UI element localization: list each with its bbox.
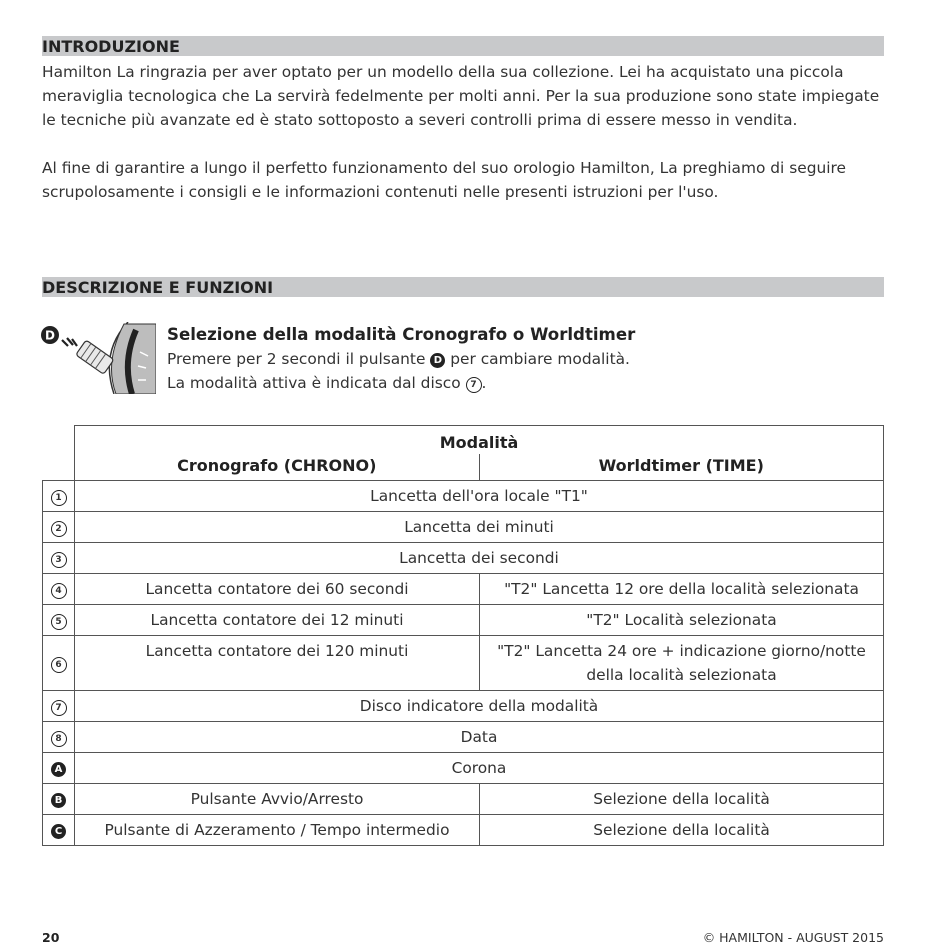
row-time-cell: "T2" Località selezionata [480, 605, 884, 636]
table-row [43, 574, 884, 605]
line2-text-after: . [481, 374, 487, 392]
line1-text-after: per cambiare modalità. [450, 350, 630, 368]
header-cell [75, 426, 884, 481]
table-header-row [43, 426, 884, 481]
section-heading-descrizione: DESCRIZIONE E FUNZIONI [42, 277, 884, 297]
table-row [43, 753, 884, 784]
row-time-cell-line: "T2" Lancetta 24 ore + indicazione giorno/notte [497, 642, 866, 660]
row-marker-icon: C [51, 824, 66, 839]
mode-selection-line-1 [167, 347, 630, 371]
row-chrono-cell: Lancetta contatore dei 60 secondi [75, 574, 480, 605]
page-number: 20 [42, 930, 60, 945]
modes-table [42, 425, 884, 846]
row-marker-icon: 6 [51, 657, 67, 673]
table-row [43, 512, 884, 543]
table-row [43, 691, 884, 722]
row-marker-icon: B [51, 793, 66, 808]
row-number-cell [43, 815, 75, 846]
row-chrono-cell: Lancetta contatore dei 12 minuti [75, 605, 480, 636]
icon-letter: D [45, 328, 55, 343]
intro-paragraph-2 [42, 156, 892, 204]
row-chrono-cell: Pulsante Avvio/Arresto [75, 784, 480, 815]
col-header-time: Worldtimer (TIME) [598, 455, 764, 475]
pusher-d-glyph: D [430, 353, 445, 368]
line1-text-before: Premere per 2 secondi il pulsante [167, 350, 426, 368]
row-time-cell: Selezione della località [480, 815, 884, 846]
row-marker-icon: 4 [51, 583, 67, 599]
row-marker-icon: 2 [51, 521, 67, 537]
intro-p2-line-1: Al fine di garantire a lungo il perfetto funzionamento del suo orologio Hamilton, La preghiamo di seguire [42, 159, 846, 177]
table-row [43, 605, 884, 636]
col-header-chrono: Cronografo (CHRONO) [75, 454, 480, 480]
row-span-cell: Disco indicatore della modalità [75, 691, 884, 722]
row-time-cell: Selezione della località [480, 784, 884, 815]
intro-p1-line-1: Hamilton La ringrazia per aver optato per un modello della sua collezione. Lei ha acquistato una piccola [42, 63, 844, 81]
row-number-cell [43, 481, 75, 512]
table-row [43, 543, 884, 574]
row-number-cell [43, 636, 75, 691]
row-marker-icon: 3 [51, 552, 67, 568]
row-number-cell [43, 722, 75, 753]
row-number-cell [43, 691, 75, 722]
row-marker-icon: 8 [51, 731, 67, 747]
intro-p2-line-2: scrupolosamente i consigli e le informazioni contenuti nelle presenti istruzioni per l'uso. [42, 183, 719, 201]
row-chrono-cell: Lancetta contatore dei 120 minuti [75, 636, 480, 691]
row-span-cell: Lancetta dell'ora locale "T1" [75, 481, 884, 512]
mode-selection-line-2 [167, 371, 486, 395]
line2-text-before: La modalità attiva è indicata dal disco [167, 374, 461, 392]
table-title: Modalità [439, 432, 519, 452]
row-marker-icon: 5 [51, 614, 67, 630]
table-row [43, 784, 884, 815]
table-body [43, 481, 884, 846]
row-number-cell [43, 512, 75, 543]
row-marker-icon: 7 [51, 700, 67, 716]
section-heading-introduzione: INTRODUZIONE [42, 36, 884, 56]
copyright: © HAMILTON - AUGUST 2015 [702, 930, 884, 945]
row-span-cell: Corona [75, 753, 884, 784]
row-number-cell [43, 543, 75, 574]
row-number-cell [43, 753, 75, 784]
header-empty-cell [43, 426, 75, 481]
table-row [43, 722, 884, 753]
row-span-cell: Lancetta dei minuti [75, 512, 884, 543]
row-time-cell [480, 636, 884, 691]
mode-selection-title: Selezione della modalità Cronografo o Worldtimer [167, 325, 636, 344]
table-row [43, 815, 884, 846]
table-row [43, 636, 884, 691]
row-number-cell [43, 574, 75, 605]
row-span-cell: Data [75, 722, 884, 753]
row-span-cell: Lancetta dei secondi [75, 543, 884, 574]
row-time-cell-line: della località selezionata [586, 666, 777, 684]
intro-p1-line-3: le tecniche più avanzate ed è stato sottoposto a severi controlli prima di essere messo in vendita. [42, 111, 798, 129]
watch-crown-icon [40, 322, 156, 394]
table-row [43, 481, 884, 512]
intro-p1-line-2: meraviglia tecnologica che La servirà fedelmente per molti anni. Per la sua produzione sono state impiegate [42, 87, 880, 105]
pusher-d-illustration [40, 322, 156, 394]
row-marker-icon: 1 [51, 490, 67, 506]
row-time-cell: "T2" Lancetta 12 ore della località selezionata [480, 574, 884, 605]
row-number-cell [43, 605, 75, 636]
row-number-cell [43, 784, 75, 815]
intro-paragraph-1 [42, 60, 892, 132]
row-chrono-cell: Pulsante di Azzeramento / Tempo intermedio [75, 815, 480, 846]
header-columns [75, 454, 883, 480]
row-marker-icon: A [51, 762, 66, 777]
disc-7-glyph: 7 [466, 377, 482, 393]
